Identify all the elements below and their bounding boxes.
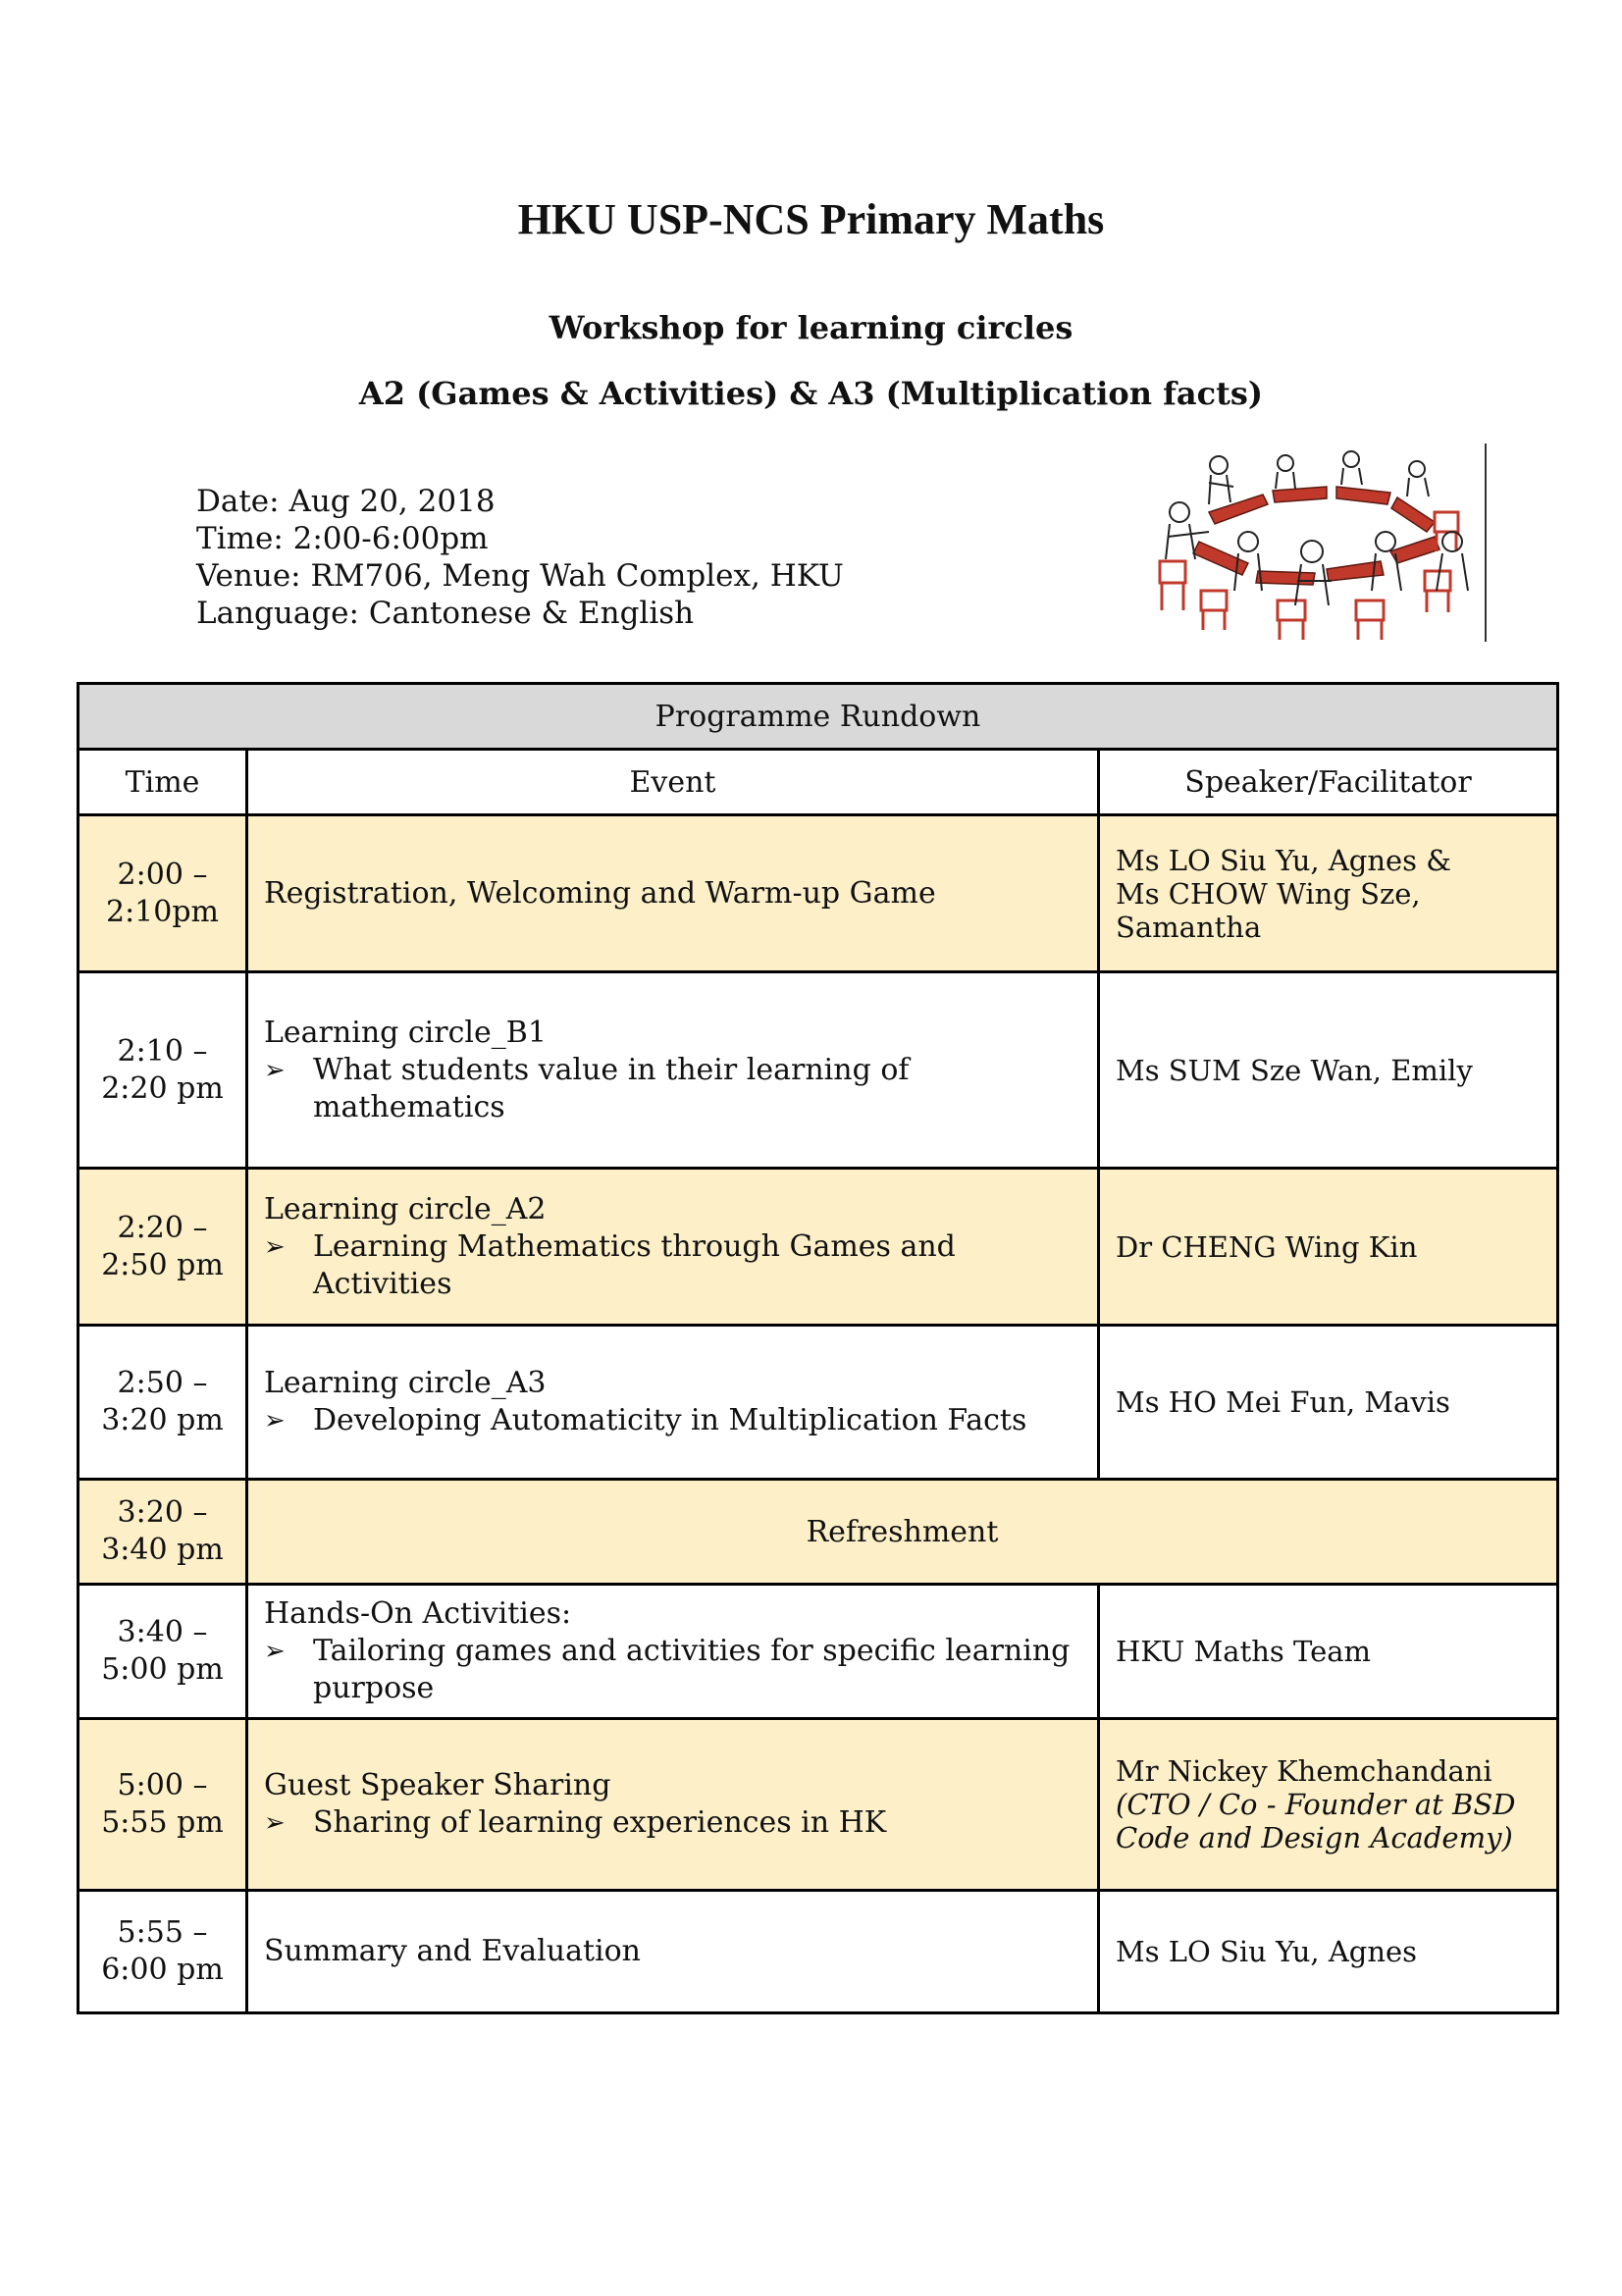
time-cell <box>78 972 247 1169</box>
speaker-affiliation: (CTO / Co - Founder at BSD <box>1116 1788 1516 1821</box>
document-title: HKU USP-NCS Primary Maths <box>517 195 1105 243</box>
event-bullet <box>264 1052 1081 1126</box>
info-venue: Venue: RM706, Meng Wah Complex, HKU <box>196 558 844 594</box>
arrow-bullet-icon: ➢ <box>264 1406 286 1435</box>
event-cell <box>247 1326 1099 1480</box>
table-row <box>78 815 1558 972</box>
event-title: Learning circle_A2 <box>264 1191 547 1226</box>
table-row <box>78 1326 1558 1480</box>
event-bullet <box>264 1402 1081 1439</box>
time-end: 5:00 pm <box>101 1652 224 1687</box>
column-header-speaker: Speaker/Facilitator <box>1099 750 1558 815</box>
time-cell <box>78 1480 247 1585</box>
arrow-bullet-icon: ➢ <box>264 1231 286 1262</box>
table-caption: Programme Rundown <box>78 684 1558 750</box>
time-cell <box>78 1585 247 1719</box>
programme-rundown-table <box>77 682 1559 2014</box>
time-end: 2:10pm <box>105 894 220 929</box>
speaker-affiliation: Code and Design Academy) <box>1116 1821 1513 1854</box>
bullet-text: Developing Automaticity in Multiplication Facts <box>313 1403 1027 1437</box>
speaker-name: Mr Nickey Khemchandani <box>1116 1754 1492 1788</box>
event-title: Summary and Evaluation <box>264 1934 641 1968</box>
time-start: 2:50 – <box>117 1366 208 1400</box>
info-date: Date: Aug 20, 2018 <box>196 484 496 519</box>
time-end: 3:40 pm <box>101 1533 224 1567</box>
time-end: 2:20 pm <box>101 1070 224 1106</box>
time-start: 3:40 – <box>117 1615 208 1649</box>
event-title: Learning circle_B1 <box>264 1015 547 1050</box>
time-start: 2:00 – <box>117 857 208 892</box>
arrow-bullet-icon: ➢ <box>264 1808 286 1838</box>
event-title: Registration, Welcoming and Warm-up Game <box>264 875 936 911</box>
time-start: 2:20 – <box>117 1210 208 1245</box>
speaker-name: Dr CHENG Wing Kin <box>1116 1229 1418 1264</box>
speaker-cell <box>1099 815 1558 972</box>
event-title: Guest Speaker Sharing <box>264 1768 611 1802</box>
info-language: Language: Cantonese & English <box>196 596 695 631</box>
bullet-text: Learning Mathematics through Games and Activities <box>313 1228 956 1301</box>
speaker-cell <box>1099 1326 1558 1480</box>
event-cell <box>247 972 1099 1169</box>
event-cell <box>247 1891 1099 2013</box>
time-cell <box>78 815 247 972</box>
speaker-name: Ms HO Mei Fun, Mavis <box>1116 1385 1450 1419</box>
time-start: 3:20 – <box>117 1495 208 1530</box>
speaker-name: Ms LO Siu Yu, Agnes <box>1116 1935 1418 1968</box>
event-cell <box>247 1585 1099 1719</box>
learning-circle-illustration <box>1140 444 1489 642</box>
table-row <box>78 972 1558 1169</box>
time-start: 5:55 – <box>117 1915 208 1950</box>
speaker-name: Ms LO Siu Yu, Agnes & <box>1116 843 1452 877</box>
event-cell <box>247 1719 1099 1891</box>
time-start: 2:10 – <box>117 1033 208 1069</box>
column-header-event: Event <box>247 750 1099 815</box>
speaker-cell <box>1099 1585 1558 1719</box>
event-info <box>196 483 844 632</box>
info-time: Time: 2:00-6:00pm <box>196 521 489 556</box>
speaker-name: HKU Maths Team <box>1116 1635 1372 1668</box>
event-bullet <box>264 1633 1081 1707</box>
speaker-cell <box>1099 1169 1558 1326</box>
table-row <box>78 1585 1558 1719</box>
event-cell <box>247 1169 1099 1326</box>
table-row <box>78 1169 1558 1326</box>
speaker-cell <box>1099 1719 1558 1891</box>
time-cell <box>78 1326 247 1480</box>
arrow-bullet-icon: ➢ <box>264 1055 286 1085</box>
table-row <box>78 1719 1558 1891</box>
refreshment-cell: Refreshment <box>247 1480 1558 1585</box>
event-title: Hands-On Activities: <box>264 1596 572 1631</box>
event-bullet <box>264 1804 1081 1842</box>
table-row <box>78 1480 1558 1585</box>
time-end: 6:00 pm <box>101 1953 224 1987</box>
arrow-bullet-icon: ➢ <box>264 1637 286 1666</box>
event-cell <box>247 815 1099 972</box>
subtitle-circles: A2 (Games & Activities) & A3 (Multiplication facts) <box>358 375 1264 412</box>
subtitle-workshop: Workshop for learning circles <box>549 309 1073 346</box>
column-header-time: Time <box>78 750 247 815</box>
time-cell <box>78 1891 247 2013</box>
speaker-cell <box>1099 1891 1558 2013</box>
table-row <box>78 1891 1558 2013</box>
speaker-name: Ms CHOW Wing Sze, Samantha <box>1116 876 1421 944</box>
time-end: 5:55 pm <box>101 1805 224 1840</box>
time-cell <box>78 1169 247 1326</box>
event-title: Learning circle_A3 <box>264 1366 547 1400</box>
event-bullet <box>264 1228 1081 1303</box>
time-cell <box>78 1719 247 1891</box>
time-end: 2:50 pm <box>101 1247 224 1282</box>
time-start: 5:00 – <box>117 1768 208 1802</box>
bullet-text: What students value in their learning of mathematics <box>313 1052 910 1124</box>
time-end: 3:20 pm <box>101 1403 224 1437</box>
bullet-text: Tailoring games and activities for specific learning purpose <box>313 1634 1071 1705</box>
speaker-name: Ms SUM Sze Wan, Emily <box>1116 1053 1473 1087</box>
bullet-text: Sharing of learning experiences in HK <box>313 1805 887 1840</box>
speaker-cell <box>1099 972 1558 1169</box>
